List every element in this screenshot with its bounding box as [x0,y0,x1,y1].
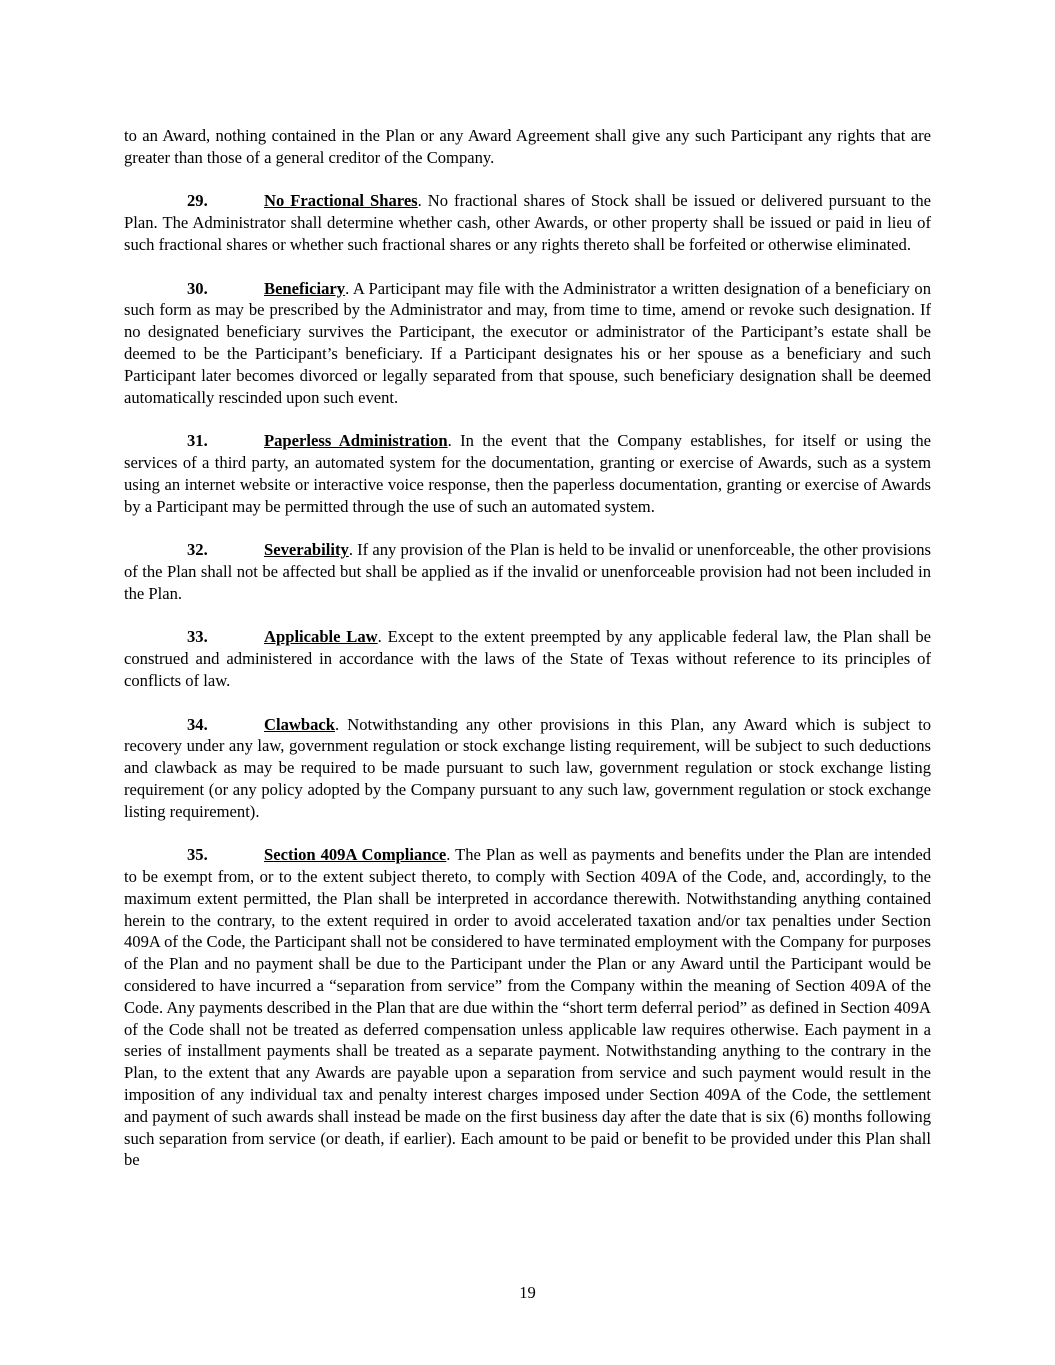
section-heading: Section 409A Compliance [264,845,447,865]
section-33 [124,626,931,691]
section-heading: Applicable Law [264,627,378,647]
section-number: 29. [187,191,208,211]
section-heading: Severability [264,540,349,560]
section-35 [124,844,931,1171]
section-number: 33. [187,627,208,647]
section-34 [124,714,931,823]
section-30 [124,278,931,409]
section-29 [124,190,931,255]
section-heading: Beneficiary [264,278,346,298]
section-body: . The Plan as well as payments and benefits under the Plan are intended to be exempt from, or to the extent subject thereto, to comply with Section 409A of the Code, and, accordingly, to the maximum extent permitted, the Plan shall be interpreted in accordance therewith. Notwithstanding anything contained herein to the contrary, to the extent required in order to avoid accelerated taxation and/or tax penalties under Section 409A of the Code, the Participant shall not be considered to have terminated employment with the Company for purposes of the Plan and no payment shall be due to the Participant under the Plan or any Award until the Participant would be considered to have incurred a “separation from service” from the Company within the meaning of Section 409A of the Code. Any payments described in the Plan that are due within the “short term deferral period” as defined in Section 409A of the Code shall not be treated as deferred compensation unless applicable law requires otherwise. Each payment in a series of installment payments shall be treated as a separate payment. Notwithstanding anything to the contrary in the Plan, to the extent that any Awards are payable upon a separation from service and such payment would result in the imposition of any individual tax and penalty interest charges imposed under Section 409A of the Code, the settlement and payment of such awards shall instead be made on the first business day after the date that is six (6) months following such separation from service (or death, if earlier). Each amount to be paid or benefit to be provided under this Plan shall be [124,845,932,1170]
page-number: 19 [519,1283,536,1302]
document-body [124,125,931,1193]
section-body: . A Participant may file with the Administrator a written designation of a beneficiary on such form as may be prescribed by the Administrator and may, from time to time, amend or revoke such designation. If no designated beneficiary survives the Participant, the executor or administrator of the Participant’s estate shall be deemed to be the Participant’s beneficiary. If a Participant designates his or her spouse as a beneficiary and such Participant later becomes divorced or legally separated from that spouse, such beneficiary designation shall be deemed automatically rescinded upon such event. [124,278,931,407]
section-body: . No fractional shares of Stock shall be issued or delivered pursuant to the Plan. The Administrator shall determine whether cash, other Awards, or other property shall be issued or paid in lieu of such fractional shares or whether such fractional shares or any rights thereto shall be forfeited or otherwise eliminated. [124,191,931,254]
section-heading: Paperless Administration [264,431,448,451]
section-31 [124,430,931,517]
intro-paragraph: to an Award, nothing contained in the Plan or any Award Agreement shall give any such Participant any rights that are greater than those of a general creditor of the Company. [124,126,931,167]
section-body: . If any provision of the Plan is held to be invalid or unenforceable, the other provisions of the Plan shall not be affected but shall be applied as if the invalid or unenforceable provision had not been included in the Plan. [124,540,931,603]
section-number: 34. [187,714,208,734]
section-32 [124,539,931,604]
section-number: 32. [187,540,208,560]
section-number: 31. [187,431,208,451]
section-body: . In the event that the Company establishes, for itself or using the services of a third party, an automated system for the documentation, granting or exercise of Awards, such as a system using an internet website or interactive voice response, then the paperless documentation, granting or exercise of Awards by a Participant may be permitted through the use of such an automated system. [124,431,932,516]
section-body: . Notwithstanding any other provisions in this Plan, any Award which is subject to recovery under any law, government regulation or stock exchange listing requirement, will be subject to such deductions and clawback as may be required to be made pursuant to such law, government regulation or stock exchange listing requirement (or any policy adopted by the Company pursuant to any such law, government regulation or stock exchange listing requirement). [124,714,931,821]
section-heading: No Fractional Shares [264,191,418,211]
section-body: . Except to the extent preempted by any applicable federal law, the Plan shall be construed and administered in accordance with the laws of the State of Texas without reference to its principles of conflicts of law. [124,627,931,690]
section-heading: Clawback [264,714,335,734]
section-number: 30. [187,278,208,298]
section-number: 35. [187,845,208,865]
